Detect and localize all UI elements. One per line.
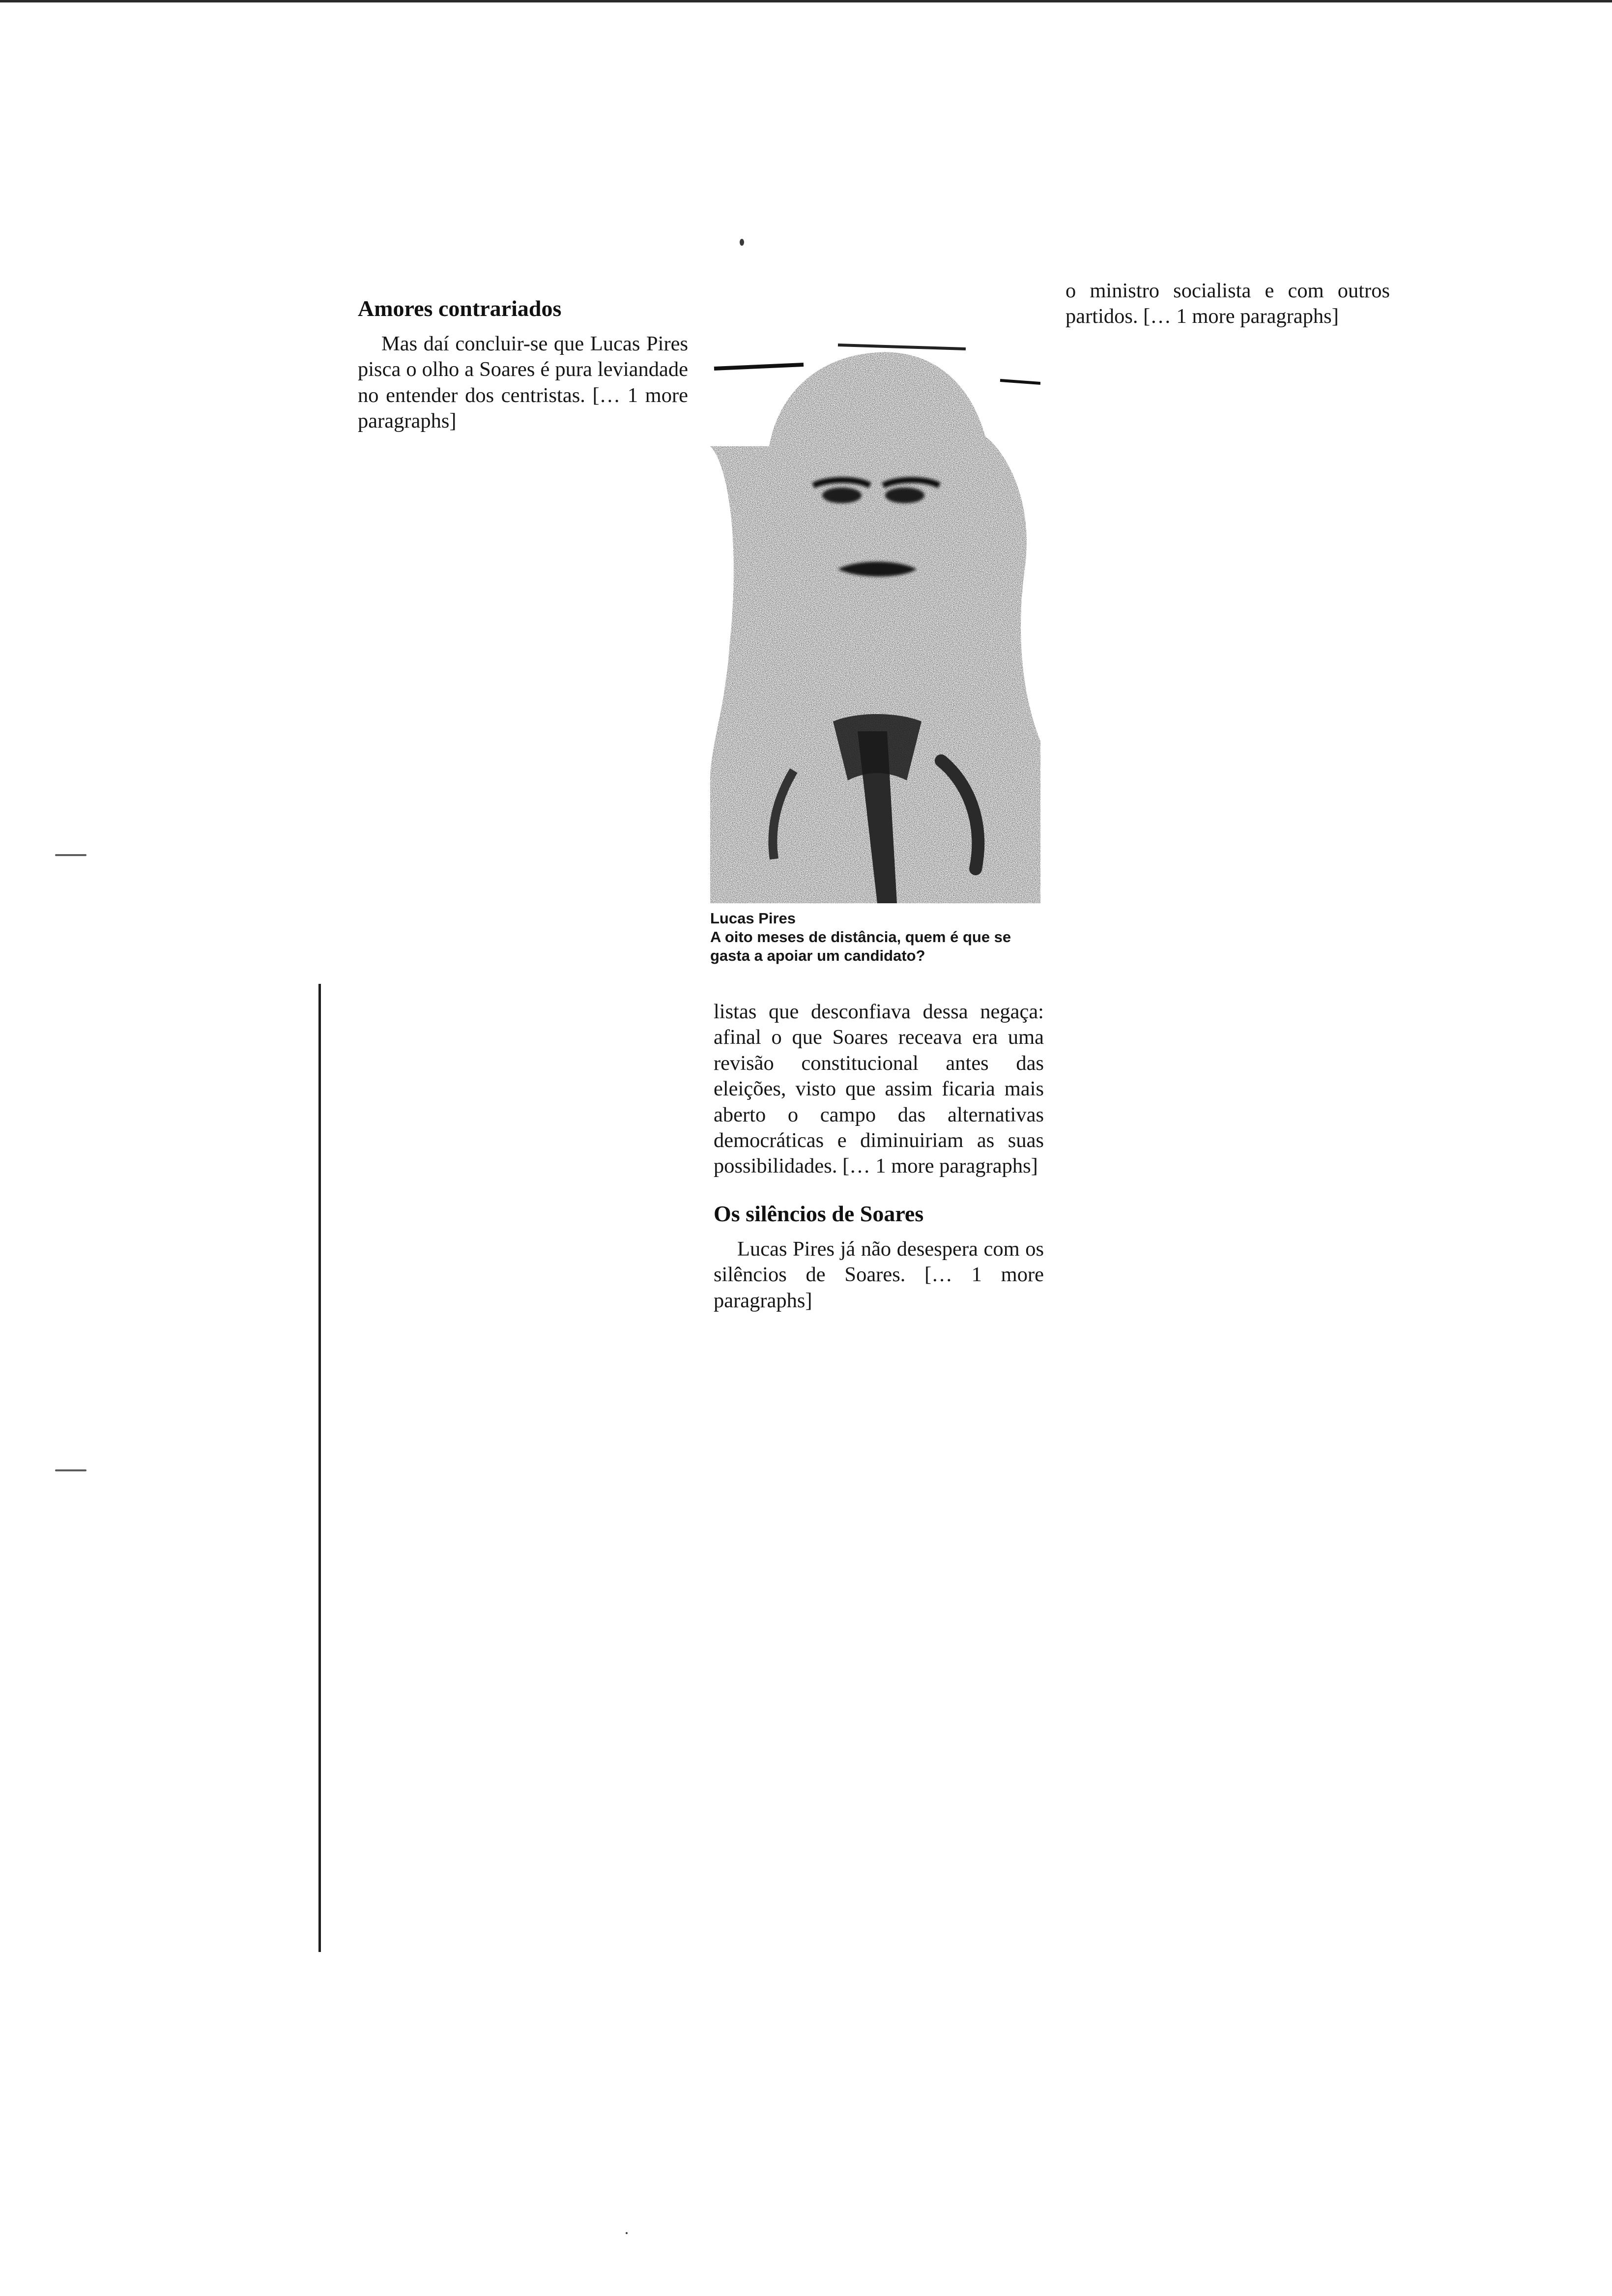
section-heading-amores-contrariados: Amores contrariados [358, 296, 562, 321]
column-3-paragraph: o ministro socialista e com outros partidos. [… 1 more paragraphs] [1065, 279, 1390, 328]
photo-caption [710, 909, 1044, 965]
left-edge-mark-upper [55, 854, 86, 856]
column-2-paragraph: listas que desconfiava dessa negaça: afinal o que Soares receava era uma revisão constitucional antes das eleições, visto que assim ficaria mais aberto o campo das alternativas democráticas e diminuiriam as suas possibilidades. [… 1 more paragraphs] [714, 1000, 1044, 1178]
column-2-paragraph: Lucas Pires já não desespera com os silêncios de Soares. [… 1 more paragraphs] [714, 1237, 1044, 1312]
speck [626, 2232, 628, 2234]
caption-text: A oito meses de distância, quem é que se gasta a apoiar um candidato? [710, 928, 1011, 964]
portrait-photo [710, 338, 1040, 903]
article-column-1 [358, 294, 688, 1955]
article-column-3 [1065, 278, 1390, 1969]
article-column-2 [714, 999, 1044, 1985]
speck [740, 239, 744, 246]
caption-name: Lucas Pires [710, 910, 796, 927]
margin-rule [318, 984, 321, 1952]
left-edge-mark-lower [55, 1469, 86, 1471]
section-heading-os-silencios-de-soares: Os silêncios de Soares [714, 1201, 924, 1226]
column-1-paragraph: Mas daí concluir-se que Lucas Pires pisca o olho a Soares é pura leviandade no entender dos centristas. [… 1 more paragraphs] [358, 332, 688, 433]
page-top-rule [0, 0, 1612, 2]
